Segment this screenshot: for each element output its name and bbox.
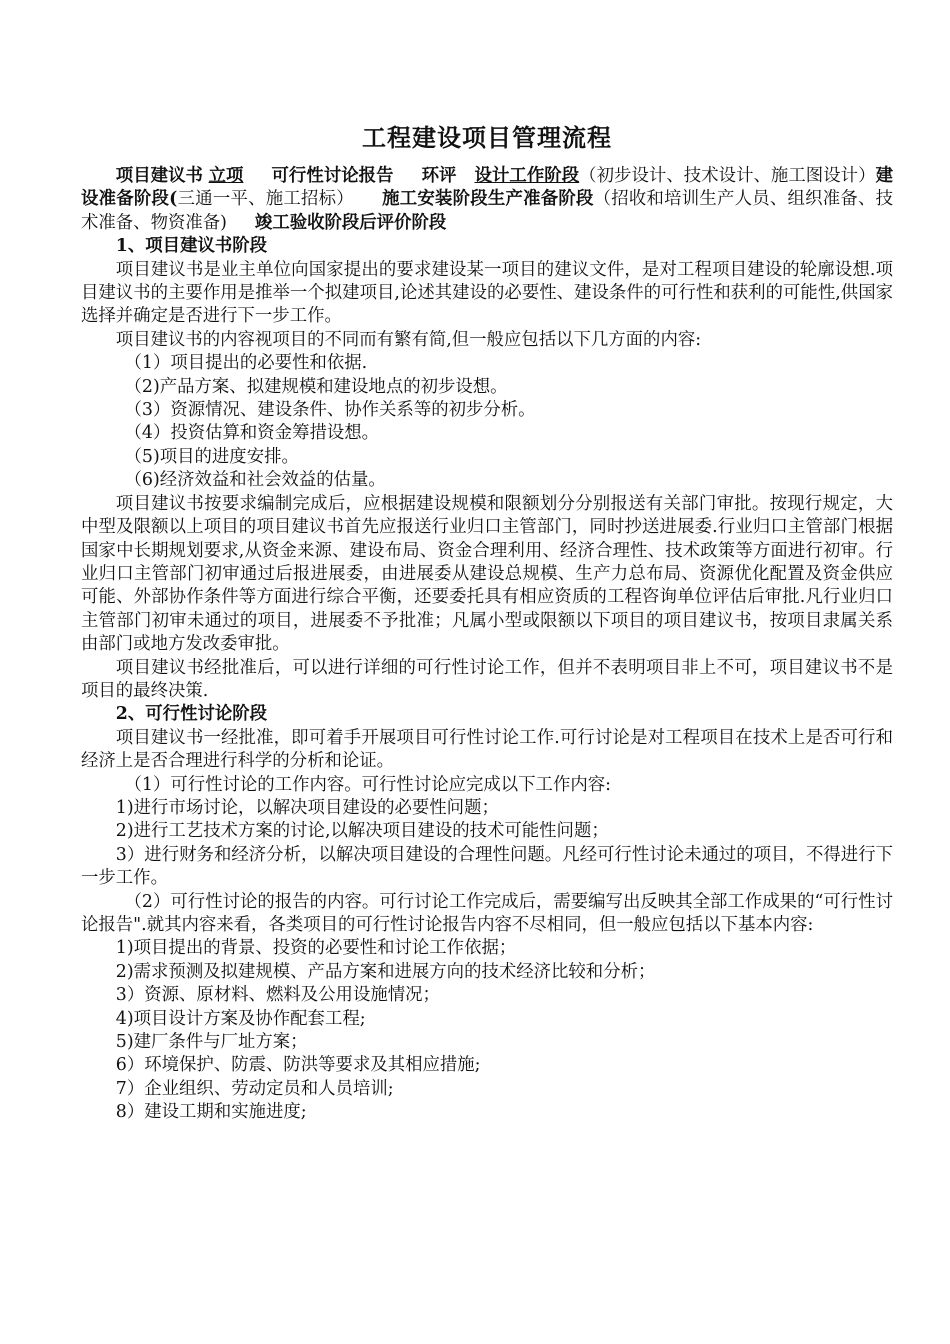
- section-2-report-item-3: 3）资源、原材料、燃料及公用设施情况；: [115, 985, 440, 1006]
- flow-step-approval: 立项: [208, 166, 244, 186]
- section-1-heading: 1、项目建议书阶段: [115, 236, 268, 257]
- flow-step-preparation-note: 三通一平、施工招标）: [177, 189, 354, 210]
- flow-step-design: 设计工作阶段: [474, 166, 580, 186]
- flow-step-eia: 环评: [421, 166, 457, 186]
- section-2-report-item-6: 6）环境保护、防震、防洪等要求及其相应措施;: [115, 1055, 481, 1076]
- section-2-report-item-5: 5)建厂条件与厂址方案；: [115, 1032, 308, 1053]
- document-body: [81, 118, 893, 1125]
- section-2-work-item-3: 3）进行财务和经济分析，以解决项目建设的合理性问题。凡经可行性讨论未通过的项目，不得进行下一步工作。: [81, 844, 893, 889]
- flow-step-construction-note: （招收和培训生产人员、组织准备、技术准备、物资准备): [81, 189, 893, 233]
- section-2-report-item-8: 8）建设工期和实施进度;: [115, 1102, 307, 1123]
- flow-step-acceptance: 竣工验收阶段后评价阶段: [254, 212, 447, 233]
- section-1-item-4: （4）投资估算和资金筹措设想。: [124, 423, 380, 444]
- section-2-work-content: （1）可行性讨论的工作内容。可行性讨论应完成以下工作内容:: [124, 774, 611, 795]
- section-1-item-6: （6)经济效益和社会效益的估量。: [124, 470, 386, 491]
- section-1-item-3: （3）资源情况、建设条件、协作关系等的初步分析。: [124, 400, 536, 421]
- section-1-paragraph-1: 项目建议书是业主单位向国家提出的要求建设某一项目的建议文件，是对工程项目建设的轮廓设想.项目建议书的主要作用是推举一个拟建项目,论述其建设的必要性、建设条件的可行性和获利的可能性,供国家选择并确定是否进行下一步工作。: [81, 259, 893, 327]
- section-2-report-item-4: 4)项目设计方案及协作配套工程;: [115, 1008, 366, 1029]
- flow-step-design-note: （初步设计、技术设计、施工图设计）: [579, 166, 876, 186]
- section-1-paragraph-2: 项目建议书的内容视项目的不同而有繁有简,但一般应包括以下几方面的内容:: [115, 329, 702, 350]
- section-2-report-item-7: 7）企业组织、劳动定员和人员培训;: [115, 1078, 394, 1099]
- document-title: 工程建设项目管理流程: [362, 123, 612, 152]
- section-2-work-item-2: 2)进行工艺技术方案的讨论,以解决项目建设的技术可能性问题；: [115, 821, 609, 842]
- flow-step-proposal: 项目建议书: [115, 166, 203, 186]
- section-2-work-item-1: 1)进行市场讨论，以解决项目建设的必要性问题；: [115, 797, 499, 818]
- section-2-report-item-1: 1)项目提出的背景、投资的必要性和讨论工作依据；: [115, 938, 517, 959]
- section-1-paragraph-3: 项目建议书按要求编制完成后，应根据建设规模和限额划分分别报送有关部门审批。按现行规定，大中型及限额以上项目的项目建议书首先应报送行业归口主管部门，同时抄送进展委.行业归口主管部门根据国家中长期规划要求,从资金来源、建设布局、资金合理利用、经济合理性、技术政策等方面进行初审。行业归口主管部门初审通过后报进展委，由进展委从建设总规模、生产力总布局、资源优化配置及资金供应可能、外部协作条件等方面进行综合平衡，还要委托具有相应资质的工程咨询单位评估后审批.凡行业归口主管部门初审未通过的项目，进展委不予批准；凡属小型或限额以下项目的项目建议书，按项目隶属关系由部门或地方发改委审批。: [81, 493, 893, 655]
- section-2-report-content: （2）可行性讨论的报告的内容。可行讨论工作完成后，需要编写出反映其全部工作成果的“可行性讨论报告".就其内容来看，各类项目的可行性讨论报告内容不尽相同，但一般应包括以下基本内容:: [81, 891, 893, 935]
- flow-step-preparation: 建设准备阶段(: [81, 166, 893, 210]
- section-1-item-2: （2)产品方案、拟建规模和建设地点的初步设想。: [124, 376, 508, 397]
- section-1-paragraph-4: 项目建议书经批准后，可以进行详细的可行性讨论工作，但并不表明项目非上不可，项目建议书不是项目的最终决策.: [81, 657, 893, 701]
- flow-step-construction: 施工安装阶段生产准备阶段: [381, 189, 594, 210]
- section-1-item-5: （5)项目的进度安排。: [124, 446, 299, 467]
- process-flow-paragraph: [81, 165, 893, 235]
- section-2-report-item-2: 2)需求预测及拟建规模、产品方案和进展方向的技术经济比较和分析；: [115, 961, 656, 982]
- flow-step-feasibility: 可行性讨论报告: [271, 166, 394, 186]
- section-2-paragraph-1: 项目建议书一经批准，即可着手开展项目可行性讨论工作.可行讨论是对工程项目在技术上是否可行和经济上是否合理进行科学的分析和论证。: [81, 727, 893, 772]
- section-2-heading: 2、可行性讨论阶段: [115, 704, 268, 725]
- section-1-item-1: （1）项目提出的必要性和依据.: [124, 353, 368, 374]
